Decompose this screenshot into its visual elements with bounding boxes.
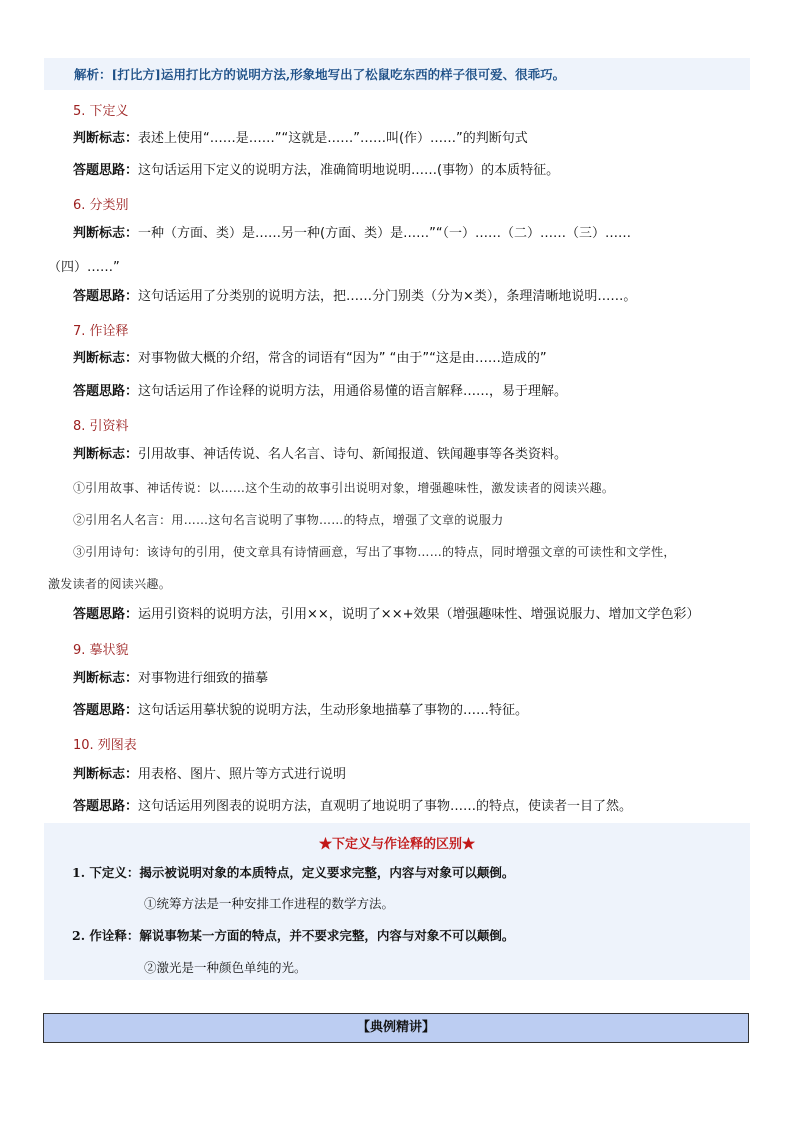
answer-idea-text: 这句话运用下定义的说明方法，准确简明地说明……(事物）的本质特征。 — [138, 163, 560, 178]
difference-item-define: 1. 下定义：揭示被说明对象的本质特点，定义要求完整，内容与对象可以颠倒。 — [72, 865, 515, 880]
judge-sign-describe — [73, 670, 268, 688]
judge-sign-text: 用表格、图片、照片等方式进行说明 — [138, 767, 347, 782]
answer-idea-label: 答题思路： — [73, 163, 139, 178]
section-title-describe: 9. 摹状貌 — [73, 643, 129, 658]
answer-idea-label: 答题思路： — [73, 289, 139, 304]
answer-idea-text: 这句话运用摹状貌的说明方法，生动形象地描摹了事物的……特征。 — [138, 703, 529, 718]
judge-sign-classify — [73, 225, 631, 243]
judge-sign-label: 判断标志： — [73, 131, 139, 146]
answer-idea-label: 答题思路： — [73, 799, 139, 814]
judge-sign-label: 判断标志： — [73, 351, 139, 366]
answer-idea-label: 答题思路： — [73, 607, 139, 622]
answer-idea-label: 答题思路： — [73, 703, 139, 718]
answer-idea-explain — [73, 383, 567, 401]
answer-idea-cite — [73, 606, 699, 624]
difference-example-define: ①统筹方法是一种安排工作进程的数学方法。 — [144, 896, 395, 911]
answer-idea-chart — [73, 798, 632, 816]
cite-note-story: ①引用故事、神话传说：以……这个生动的故事引出说明对象，增强趣味性，激发读者的阅读兴趣。 — [73, 481, 615, 495]
judge-sign-label: 判断标志： — [73, 671, 139, 686]
judge-sign-explain — [73, 350, 547, 368]
judge-sign-text: 对事物做大概的介绍，常含的词语有“因为” “由于”“这是由……造成的” — [138, 351, 547, 366]
judge-sign-text: 引用故事、神话传说、名人名言、诗句、新闻报道、铁闻趣事等各类资料。 — [138, 447, 568, 462]
answer-idea-text: 这句话运用列图表的说明方法，直观明了地说明了事物……的特点，使读者一目了然。 — [138, 799, 633, 814]
section-title-classify: 6. 分类别 — [73, 198, 129, 213]
difference-box-title: ★下定义与作诠释的区别★ — [318, 837, 475, 852]
answer-idea-describe — [73, 702, 528, 720]
judge-sign-text: 表述上使用“……是……”“这就是……”……叫(作）……”的判断句式 — [138, 131, 528, 146]
answer-idea-text: 这句话运用了分类别的说明方法，把……分门别类（分为×类），条理清晰地说明……。 — [138, 289, 637, 304]
cite-note-quote: ②引用名人名言：用……这句名言说明了事物……的特点，增强了文章的说服力 — [73, 513, 504, 527]
section-banner: 【典例精讲】 — [43, 1013, 749, 1043]
judge-sign-cite — [73, 446, 567, 464]
judge-sign-continued: （四）……” — [48, 260, 120, 275]
answer-idea-text: 运用引资料的说明方法，引用××，说明了××+效果（增强趣味性、增强说服力、增加文学色彩） — [138, 607, 700, 622]
difference-box — [44, 823, 750, 980]
section-title-define: 5. 下定义 — [73, 104, 129, 119]
judge-sign-label: 判断标志： — [73, 447, 139, 462]
judge-sign-text: 一种（方面、类）是……另一种(方面、类）是……”“（一）……（二）……（三）…… — [138, 226, 632, 241]
answer-idea-label: 答题思路： — [73, 384, 139, 399]
judge-sign-label: 判断标志： — [73, 226, 139, 241]
judge-sign-chart — [73, 766, 346, 784]
cite-note-poem: ③引用诗句：该诗句的引用，使文章具有诗情画意，写出了事物……的特点，同时增强文章的可读性和文学性， — [73, 545, 676, 559]
cite-note-poem-continued: 激发读者的阅读兴趣。 — [48, 577, 172, 591]
judge-sign-label: 判断标志： — [73, 767, 139, 782]
analysis-note: 解析：[打比方]运用打比方的说明方法,形象地写出了松鼠吃东西的样子很可爱、很乖巧。 — [44, 58, 750, 90]
difference-item-explain: 2. 作诠释：解说事物某一方面的特点，并不要求完整，内容与对象不可以颠倒。 — [72, 928, 515, 943]
difference-example-explain: ②激光是一种颜色单纯的光。 — [144, 960, 307, 975]
section-title-cite: 8. 引资料 — [73, 419, 129, 434]
section-title-explain: 7. 作诠释 — [73, 324, 129, 339]
answer-idea-text: 这句话运用了作诠释的说明方法，用通俗易懂的语言解释……，易于理解。 — [138, 384, 568, 399]
answer-idea-classify — [73, 288, 636, 306]
answer-idea-define — [73, 162, 559, 180]
section-title-chart: 10. 列图表 — [73, 738, 137, 753]
judge-sign-define — [73, 130, 528, 148]
judge-sign-text: 对事物进行细致的描摹 — [138, 671, 269, 686]
